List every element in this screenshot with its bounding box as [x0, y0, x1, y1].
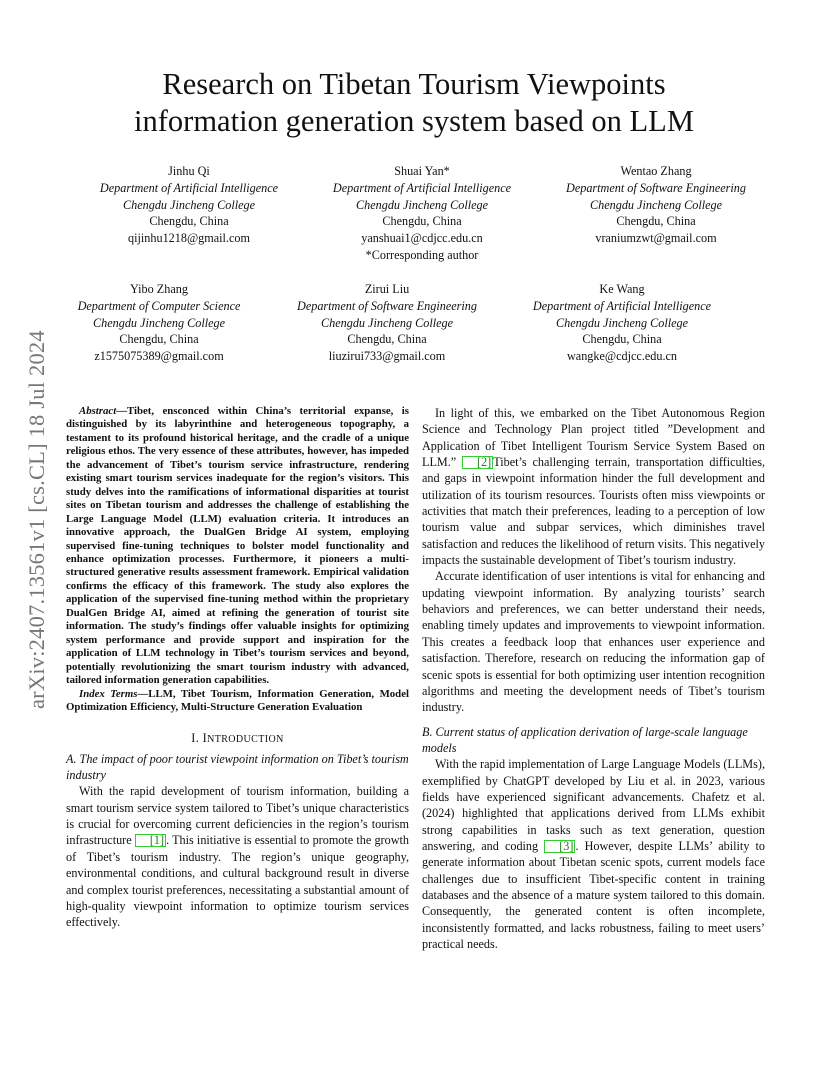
section-first-letter: I [202, 731, 208, 746]
author-department: Department of Artificial Intelligence [532, 298, 712, 313]
index-terms-separator: — [137, 687, 149, 700]
author-email[interactable]: yanshuai1@cdjcc.edu.cn [361, 231, 483, 246]
author-email[interactable]: z1575075389@gmail.com [94, 349, 224, 364]
author-college: Chengdu Jincheng College [556, 315, 688, 330]
author-city: Chengdu, China [582, 332, 662, 347]
author-department: Department of Artificial Intelligence [332, 180, 512, 195]
author-city: Chengdu, China [119, 332, 199, 347]
author-name: Zirui Liu [364, 282, 410, 296]
paragraph-text: With the rapid development of tourism information, building a smart tourism service system tailored to Tibet’s unique characteristics is crucial for overcoming current deficiencies in the region’s tourism infrastructure [66, 784, 409, 848]
title-line-1: Research on Tibetan Tourism Viewpoints [162, 67, 666, 101]
index-terms [66, 688, 409, 715]
paper-title [80, 66, 748, 140]
abstract-label: Abstract [79, 405, 117, 417]
author-college: Chengdu Jincheng College [590, 197, 722, 212]
author-city: Chengdu, China [149, 214, 229, 229]
intro-paragraph-1 [66, 783, 409, 930]
author-block-1 [69, 163, 309, 247]
author-block-3 [536, 163, 776, 247]
author-city: Chengdu, China [616, 214, 696, 229]
paragraph-text: Tibet’s challenging terrain, transportation difficulties, and gaps in viewpoint information hinder the full development and utilization of its tourism resources. Tourists often miss viewpoints or activities that match their preferences, leading to a perception of low tourism value and subpar services, which diminishes travel satisfaction and reduces the likelihood of return visits. This negatively impacts the sustainable development of Tibet’s tourism industry. [422, 455, 765, 568]
subsection-heading-b: B. Current status of application derivation of large-scale language models [422, 724, 748, 755]
author-college: Chengdu Jincheng College [123, 197, 255, 212]
left-column [66, 405, 409, 931]
citation-link-3[interactable]: [3] [544, 840, 575, 853]
abstract-text: Tibet, ensconced within China’s territorial expanse, is distinguished by its labyrinthine and heterogeneous topography, a testament to its profound historical heritage, and the cradle of a unique religious ethos. The very essence of these attributes, however, has impeded the advancement of Tibet’s tourism service infrastructure, rendering existing smart tourism services inadequate for the region’s visitors. This study delves into the ramifications of informational disparities at tourist sites on Tibetan tourism and addresses the challenge of establishing the Large Language Model (LLM) evaluation criteria. It introduces an innovative approach, the DualGen Bridge AI system, employing supervised fine-tuning techniques to bolster model functionality and enhance optimization processes. Furthermore, it pioneers a multi-structured generative results assessment framework. Empirical validation confirms the efficacy of this framework. The study also explores the application of the supervised fine-tuning method within the proprietary DualGen Bridge AI, aimed at refining the generation of tourist site information. The study’s findings offer valuable insights for optimizing system performance and provide support and inspiration for the application of LLM technology in Tibet’s tourism services and beyond, potentially revolutionizing the smart tourism industry with advanced, tailored information generation capabilities. [66, 405, 409, 687]
author-college: Chengdu Jincheng College [321, 315, 453, 330]
corresponding-author-note: *Corresponding author [365, 247, 479, 262]
author-department: Department of Software Engineering [566, 180, 746, 195]
intro-paragraph-3: Accurate identification of user intentions is vital for enhancing and updating viewpoint information. By analyzing tourists’ search behaviors and preferences, we can better understand their needs, enabling timely updates and improvements to viewpoint information. This creates a feedback loop that enhances user experience and satisfaction. Therefore, research on reducing the information gap of scenic spots is essential for both optimizing user intention recognition algorithms and meeting the development needs of Tibet’s tourism industry. [422, 569, 765, 715]
right-column [422, 405, 765, 952]
author-college: Chengdu Jincheng College [93, 315, 225, 330]
subsection-heading-a: A. The impact of poor tourist viewpoint information on Tibet’s tourism industry [66, 751, 409, 783]
section-numeral: I. [191, 731, 203, 746]
paragraph-text: In light of this, we embarked on the Tibet Autonomous Region Science and Technology Plan project titled ”Development and Application of Tibet Intelligent Tourism Service System Based on LLM.” [422, 406, 765, 470]
author-department: Department of Computer Science [77, 298, 241, 313]
author-email[interactable]: vraniumzwt@gmail.com [595, 231, 717, 246]
author-block-2 [302, 163, 542, 264]
section-heading-introduction [66, 730, 409, 748]
author-email[interactable]: liuzirui733@gmail.com [328, 349, 446, 364]
author-city: Chengdu, China [382, 214, 462, 229]
author-name: Yibo Zhang [130, 282, 188, 296]
paragraph-text: With the rapid implementation of Large Language Models (LLMs), exemplified by ChatGPT developed by Liu et al. in 2023, various fields have experienced significant advancements. Chafetz et al. (2024) highlighted that applications derived from LLMs exhibit strong capabilities in tasks such as text generation, question answering, and coding [422, 757, 765, 853]
author-block-6 [502, 281, 742, 365]
abstract [66, 405, 409, 688]
author-name: Wentao Zhang [620, 164, 692, 178]
title-line-2: information generation system based on LLM [134, 104, 694, 138]
author-block-5 [267, 281, 507, 365]
author-name: Ke Wang [599, 282, 645, 296]
arxiv-identifier: arXiv:2407.13561v1 [cs.CL] 18 Jul 2024 [24, 330, 49, 709]
author-name: Jinhu Qi [168, 164, 210, 178]
paragraph-text: . This initiative is essential to promote the growth of Tibet’s tourism industry. The region’s unique geography, environmental conditions, and cultural background result in diverse and complex tourist preferences, necessitating a substantial amount of high-quality viewpoint information to optimize tourism services effectively. [66, 833, 409, 930]
citation-link-2[interactable]: [2] [462, 456, 493, 469]
index-terms-text: LLM, Tibet Tourism, Information Generation, Model Optimization Efficiency, Multi-Structure Generation Evaluation [66, 687, 409, 713]
section-rest: NTRODUCTION [207, 734, 284, 746]
intro-paragraph-4 [422, 756, 765, 952]
index-terms-label: Index Terms [79, 687, 138, 700]
author-email[interactable]: qijinhu1218@gmail.com [128, 231, 250, 246]
author-name: Shuai Yan* [394, 164, 450, 178]
author-email[interactable]: wangke@cdjcc.edu.cn [566, 349, 678, 364]
author-city: Chengdu, China [347, 332, 427, 347]
intro-paragraph-2 [422, 405, 765, 568]
abstract-separator: — [116, 405, 127, 417]
author-college: Chengdu Jincheng College [356, 197, 488, 212]
author-block-4 [39, 281, 279, 365]
citation-link-1[interactable]: [1] [135, 834, 166, 847]
author-department: Department of Software Engineering [297, 298, 477, 313]
author-department: Department of Artificial Intelligence [99, 180, 279, 195]
paragraph-text: . However, despite LLMs’ ability to generate information about Tibetan scenic spots, current models face challenges due to insufficient Tibet-specific content in training databases and the absence of a mature system tailored to this domain. Consequently, the generated content is often incomplete, inconsistently formatted, and lacks robustness, failing to meet users’ practical needs. [422, 838, 765, 951]
